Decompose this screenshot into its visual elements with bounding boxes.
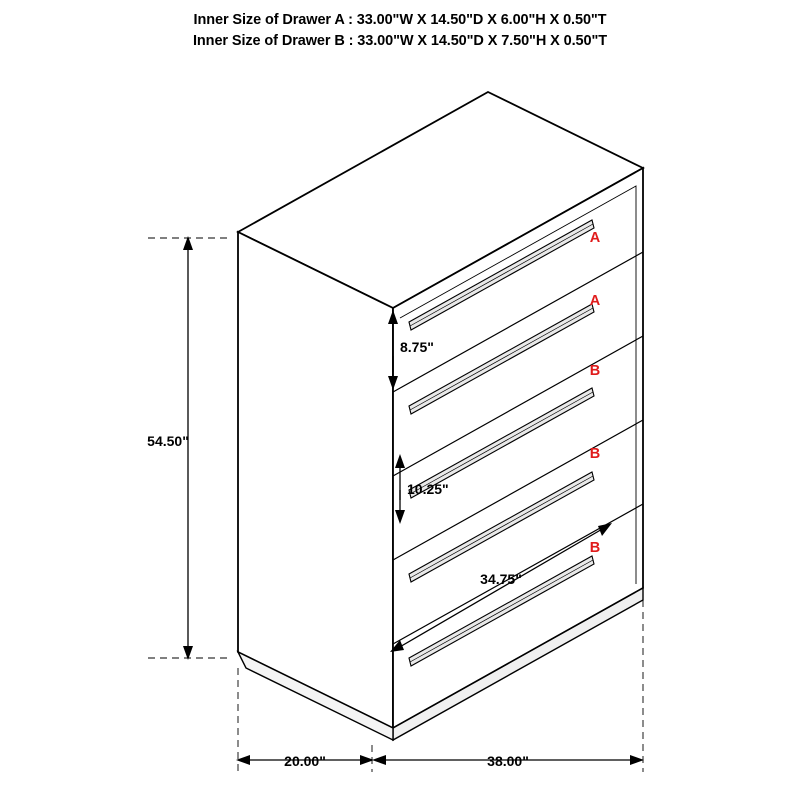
drawer-label-5: B [589, 540, 601, 556]
label-total-height: 54.50" [147, 433, 189, 449]
label-depth: 20.00" [284, 753, 326, 769]
arrow-width-right [630, 755, 644, 765]
drawer-label-1: A [589, 230, 601, 246]
drawer-label-2: A [589, 293, 601, 309]
drawer-label-4: B [589, 446, 601, 462]
arrow-width-left [372, 755, 386, 765]
drawer-a-inner-size-note: Inner Size of Drawer A : 33.00"W X 14.50"D X 6.00"H X 0.50"T [193, 12, 607, 28]
drawer-label-3: B [589, 363, 601, 379]
cabinet-left-side-panel [238, 232, 393, 728]
label-drawer-b-height: 10.25" [407, 481, 449, 497]
label-drawer-a-height: 8.75" [400, 339, 434, 355]
drawer-b-inner-size-note: Inner Size of Drawer B : 33.00"W X 14.50"D X 7.50"H X 0.50"T [193, 33, 607, 49]
label-width: 38.00" [487, 753, 529, 769]
label-drawer-front-width: 34.75" [480, 571, 522, 587]
